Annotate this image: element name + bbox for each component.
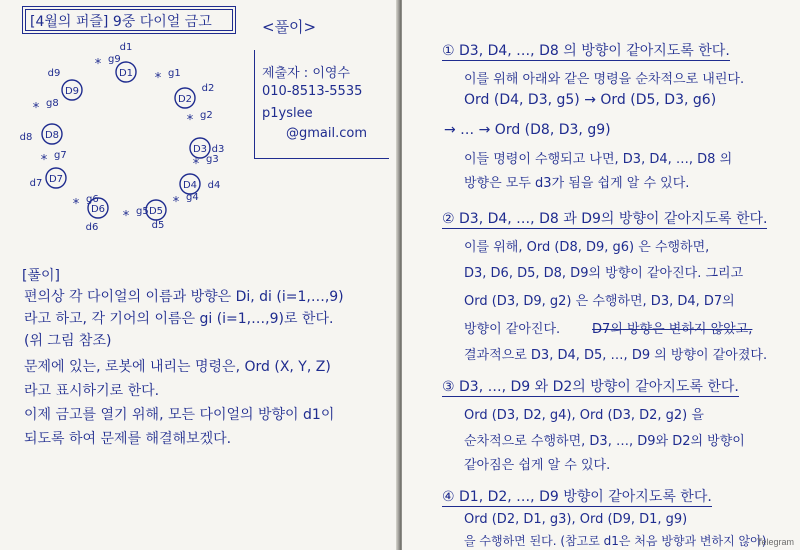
dial-label: D4 xyxy=(182,180,198,191)
dial-label: D6 xyxy=(90,204,106,215)
body-line-3: (위 그림 참조) xyxy=(24,333,112,349)
dial-label: D9 xyxy=(64,86,80,97)
body-line-4: 문제에 있는, 로봇에 내리는 명령은, Ord (X, Y, Z) xyxy=(24,359,331,375)
body-line-6: 이제 금고를 열기 위해, 모든 다이얼의 방향이 d1이 xyxy=(24,407,335,423)
step1-heading: ① D3, D4, …, D8 의 방향이 같아지도록 한다. xyxy=(442,40,730,61)
dial-label: D2 xyxy=(177,94,193,105)
step2-line-2: D3, D6, D5, D8, D9의 방향이 같아진다. 그리고 xyxy=(464,266,744,281)
step3-line-2: 순차적으로 수행하면, D3, …, D9와 D2의 방향이 xyxy=(464,434,745,449)
gear-star-icon: * xyxy=(40,153,48,168)
step1-line-3: → … → Ord (D8, D3, g9) xyxy=(444,122,611,138)
step1-line-2: Ord (D4, D3, g5) → Ord (D5, D3, g6) xyxy=(464,92,717,108)
gear-star-icon: * xyxy=(122,209,130,224)
step1-line-1: 이를 위해 아래와 같은 명령을 순차적으로 내린다. xyxy=(464,72,745,87)
dial-group xyxy=(20,42,225,233)
step2-line-4: 방향이 같아진다. xyxy=(464,322,561,337)
author-phone: 010-8513-5535 xyxy=(262,84,363,99)
dial-label: D3 xyxy=(192,144,208,155)
author-name: 제출자 : 이영수 xyxy=(262,66,350,81)
step1-line-4: 이들 명령이 수행되고 나면, D3, D4, …, D8 의 xyxy=(464,152,733,167)
step2-line-3: Ord (D3, D9, g2) 은 수행하면, D3, D4, D7의 xyxy=(464,294,735,309)
direction-label: d9 xyxy=(47,68,61,79)
step2-heading: ② D3, D4, …, D8 과 D9의 방향이 같아지도록 한다. xyxy=(442,208,767,229)
direction-label: d2 xyxy=(201,83,215,94)
gear-label: g4 xyxy=(186,192,199,203)
step3-heading: ③ D3, …, D9 와 D2의 방향이 같아지도록 한다. xyxy=(442,376,739,397)
step1-line-5: 방향은 모두 d3가 됨을 쉽게 알 수 있다. xyxy=(464,176,690,191)
page-title: [4월의 퍼즐] 9중 다이얼 금고 xyxy=(30,14,212,30)
step3-line-1: Ord (D3, D2, g4), Ord (D3, D2, g2) 을 xyxy=(464,408,704,423)
body-line-2: 라고 하고, 각 기어의 이름은 gi (i=1,…,9)로 한다. xyxy=(24,311,334,327)
dial-diagram xyxy=(0,36,250,252)
body-line-5: 라고 표시하기로 한다. xyxy=(24,383,160,399)
gear-label: g6 xyxy=(86,194,99,205)
step2-line-1: 이를 위해, Ord (D8, D9, g6) 은 수행하면, xyxy=(464,240,710,255)
step3-line-3: 같아짐은 쉽게 알 수 있다. xyxy=(464,458,611,473)
gear-label: g1 xyxy=(168,68,181,79)
right-notebook-page xyxy=(402,0,800,550)
solution-heading: <풀이> xyxy=(262,18,317,36)
dial-label: D8 xyxy=(44,130,60,141)
step2-line-5: 결과적으로 D3, D4, D5, …, D9 의 방향이 같아졌다. xyxy=(464,348,768,363)
direction-label: d4 xyxy=(207,180,221,191)
left-notebook-page xyxy=(0,0,398,550)
step2-struck-text: D7의 방향은 변하지 않았고, xyxy=(592,322,753,337)
dial-label: D7 xyxy=(48,174,64,185)
author-email-user: p1yslee xyxy=(262,106,313,121)
direction-label: d3 xyxy=(211,144,225,155)
step4-line-1: Ord (D2, D1, g3), Ord (D9, D1, g9) xyxy=(464,512,688,527)
author-email-domain: @gmail.com xyxy=(286,126,368,141)
gear-label: g3 xyxy=(206,154,219,165)
gear-label: g2 xyxy=(200,110,213,121)
section-label: [풀이] xyxy=(22,268,60,284)
body-line-7: 되도록 하여 문제를 해결해보겠다. xyxy=(24,431,232,447)
direction-label: d7 xyxy=(29,178,43,189)
gear-label: g5 xyxy=(136,206,149,217)
body-line-1: 편의상 각 다이얼의 이름과 방향은 Di, di (i=1,…,9) xyxy=(24,289,344,305)
gear-star-icon: * xyxy=(192,157,200,172)
gear-star-icon: * xyxy=(32,101,40,116)
gear-star-icon: * xyxy=(172,195,180,210)
gear-star-icon: * xyxy=(154,71,162,86)
step4-line-2: 을 수행하면 된다. (참고로 d1은 처음 방향과 변하지 않아) xyxy=(464,534,767,548)
gear-star-icon: * xyxy=(94,57,102,72)
direction-label: d8 xyxy=(19,132,33,143)
dial-label: D5 xyxy=(148,206,164,217)
direction-label: d5 xyxy=(151,220,165,231)
gear-label: g9 xyxy=(108,54,121,65)
gear-label: g7 xyxy=(54,150,67,161)
gear-star-icon: * xyxy=(186,113,194,128)
dial-label: D1 xyxy=(118,68,134,79)
telegram-watermark: Telegram xyxy=(756,537,794,547)
direction-label: d1 xyxy=(119,42,133,53)
step4-heading: ④ D1, D2, …, D9 방향이 같아지도록 한다. xyxy=(442,486,712,507)
direction-label: d6 xyxy=(85,222,99,233)
gear-label: g8 xyxy=(46,98,59,109)
gear-star-icon: * xyxy=(72,197,80,212)
